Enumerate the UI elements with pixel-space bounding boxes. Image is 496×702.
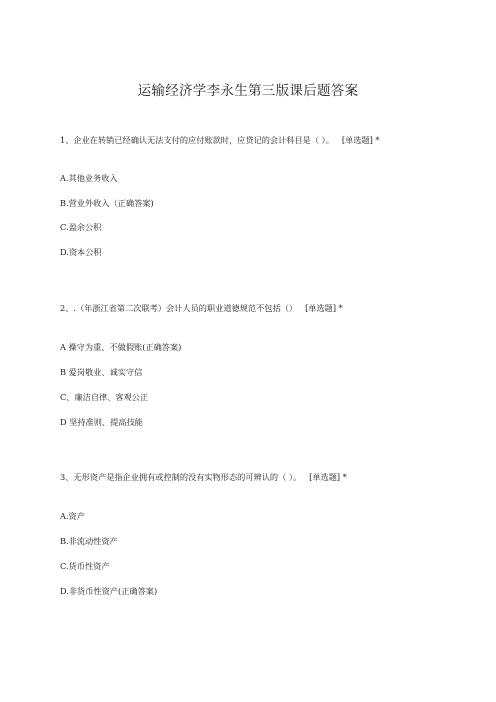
option-d: D.资本公积	[60, 247, 102, 257]
question-stem: 3、无形资产是指企业拥有或控制的没有实物形态的可辨认的（ ）。	[60, 472, 302, 482]
option-b: B.营业外收入（正确答案)	[60, 198, 154, 208]
option-c: C、廉洁自律、客观公正	[60, 392, 149, 402]
option-a: A.其他业务收入	[60, 173, 118, 183]
question-type-tag: [单选题] *	[341, 135, 380, 145]
question-2	[60, 303, 343, 314]
option-b: B 爱岗敬业、诚实守信	[60, 367, 143, 377]
question-1	[60, 135, 380, 146]
option-a: A 操守为重、不做假账(正确答案)	[60, 342, 182, 352]
question-stem: 2、.（年浙江省第二次联考）会计人员的职业道德规范不包括（）	[60, 303, 298, 313]
question-type-tag: [单选题] *	[305, 303, 343, 313]
question-3	[60, 472, 347, 483]
option-c: C.货币性资产	[60, 561, 110, 571]
option-c: C.盈余公积	[60, 222, 102, 232]
option-d: D.非货币性资产(正确答案)	[60, 586, 158, 596]
question-type-tag: [单选题] *	[309, 472, 347, 482]
document-title: 运输经济学李永生第三版课后题答案	[137, 83, 359, 99]
option-a: A.资产	[60, 511, 85, 521]
option-d: D 坚持准则、提高技能	[60, 417, 143, 427]
option-b: B.非流动性资产	[60, 536, 118, 546]
question-stem: 1、企业在转销已经确认无法支付的应付账款时，应贷记的会计科目是（ ）。	[60, 135, 334, 145]
